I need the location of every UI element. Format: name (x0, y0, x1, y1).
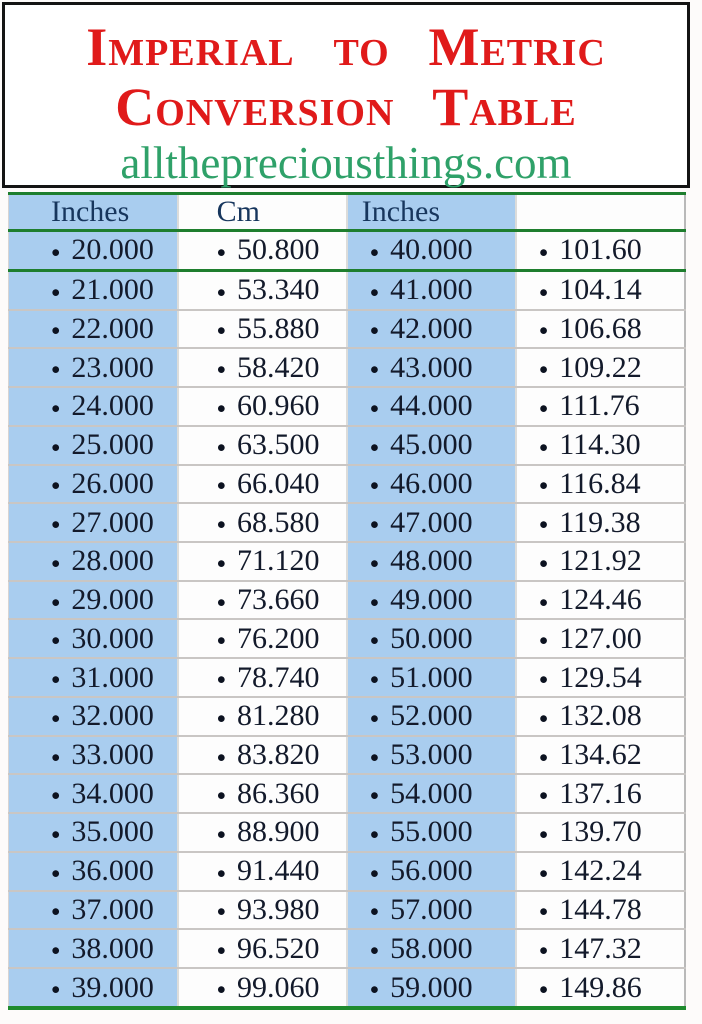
inches-right-cell (347, 348, 516, 387)
cell-value: 32.000 (71, 699, 154, 733)
inches-left-cell (9, 852, 178, 891)
bullet-icon: ● (51, 593, 61, 611)
cm-left-cell (178, 774, 347, 813)
bullet-icon: ● (51, 361, 61, 379)
bullet-icon: ● (369, 981, 380, 999)
cm-right-cell (516, 270, 685, 309)
inches-right-cell (347, 619, 516, 658)
cell-value: 30.000 (71, 621, 154, 655)
cm-right-cell (516, 387, 685, 426)
cell-value: 31.000 (71, 660, 154, 694)
page-title-line-1: Imperial to Metric (86, 17, 606, 77)
inches-right-cell (347, 465, 516, 504)
cell-value: 83.820 (237, 738, 320, 772)
cell-value: 58.420 (237, 350, 320, 384)
bullet-icon: ● (51, 671, 61, 689)
col-header-cm-left: Cm (178, 194, 347, 231)
cm-right-cell (516, 852, 685, 891)
bullet-icon: ● (538, 787, 549, 805)
cell-value: 91.440 (237, 854, 320, 888)
inches-right-cell (347, 658, 516, 697)
cm-right-cell (516, 774, 685, 813)
table-row (9, 697, 686, 736)
bullet-icon: ● (538, 399, 549, 417)
table-row (9, 813, 686, 852)
col-header-inches-right: Inches (347, 194, 516, 231)
cell-value: 109.22 (559, 350, 642, 384)
cell-value: 29.000 (71, 583, 154, 617)
inches-left-cell (9, 774, 178, 813)
bullet-icon: ● (369, 554, 380, 572)
bullet-icon: ● (51, 516, 61, 534)
cm-left-cell (178, 581, 347, 620)
cell-value: 73.660 (237, 583, 320, 617)
cm-right-cell (516, 891, 685, 930)
cell-value: 101.60 (559, 233, 642, 267)
table-row (9, 929, 686, 968)
cell-value: 21.000 (71, 273, 154, 307)
cm-left-cell (178, 231, 347, 271)
cell-value: 27.000 (71, 505, 154, 539)
inches-right-cell (347, 736, 516, 775)
bullet-icon: ● (369, 632, 380, 650)
cm-left-cell (178, 387, 347, 426)
inches-left-cell (9, 658, 178, 697)
cell-value: 34.000 (71, 776, 154, 810)
conversion-table (8, 192, 686, 1010)
col-header-inches-left: Inches (9, 194, 178, 231)
bullet-icon: ● (216, 942, 227, 960)
table-row (9, 891, 686, 930)
cm-right-cell (516, 542, 685, 581)
cell-value: 134.62 (559, 738, 642, 772)
inches-right-cell (347, 891, 516, 930)
inches-right-cell (347, 929, 516, 968)
bullet-icon: ● (216, 283, 227, 301)
inches-right-cell (347, 813, 516, 852)
table-row (9, 310, 686, 349)
inches-left-cell (9, 426, 178, 465)
bullet-icon: ● (538, 477, 549, 495)
cell-value: 24.000 (71, 389, 154, 423)
bullet-icon: ● (538, 903, 549, 921)
cell-value: 139.70 (559, 815, 642, 849)
bullet-icon: ● (538, 361, 549, 379)
bullet-icon: ● (216, 516, 227, 534)
cell-value: 49.000 (390, 583, 473, 617)
table-row (9, 231, 686, 271)
bullet-icon: ● (538, 632, 549, 650)
cell-value: 88.900 (237, 815, 320, 849)
bullet-icon: ● (51, 283, 61, 301)
cm-right-cell (516, 968, 685, 1008)
bullet-icon: ● (369, 903, 380, 921)
title-box (2, 2, 690, 188)
cell-value: 76.200 (237, 621, 320, 655)
bullet-icon: ● (216, 826, 227, 843)
bullet-icon: ● (51, 942, 61, 960)
table-body (9, 231, 686, 1009)
cm-right-cell (516, 813, 685, 852)
inches-left-cell (9, 270, 178, 309)
cell-value: 20.000 (71, 233, 154, 267)
cm-left-cell (178, 503, 347, 542)
cell-value: 147.32 (559, 931, 642, 965)
bullet-icon: ● (216, 477, 227, 495)
inches-right-cell (347, 387, 516, 426)
cell-value: 142.24 (559, 854, 642, 888)
table-row (9, 774, 686, 813)
bullet-icon: ● (51, 981, 61, 999)
cell-value: 96.520 (237, 931, 320, 965)
cm-right-cell (516, 736, 685, 775)
cell-value: 22.000 (71, 311, 154, 345)
cell-value: 26.000 (71, 466, 154, 500)
bullet-icon: ● (216, 322, 227, 340)
cell-value: 104.14 (559, 273, 642, 307)
cm-right-cell (516, 658, 685, 697)
bullet-icon: ● (216, 554, 227, 572)
bullet-icon: ● (369, 516, 380, 534)
bullet-icon: ● (369, 671, 380, 689)
cell-value: 127.00 (559, 621, 642, 655)
bullet-icon: ● (51, 399, 61, 417)
page-title-line-2: Conversion Table (115, 77, 577, 137)
cm-left-cell (178, 929, 347, 968)
inches-right-cell (347, 426, 516, 465)
bullet-icon: ● (51, 709, 61, 727)
table-row (9, 503, 686, 542)
bullet-icon: ● (51, 554, 61, 572)
inches-right-cell (347, 542, 516, 581)
cm-left-cell (178, 736, 347, 775)
cm-right-cell (516, 426, 685, 465)
bullet-icon: ● (369, 864, 380, 882)
cm-left-cell (178, 658, 347, 697)
cell-value: 46.000 (390, 466, 473, 500)
cell-value: 93.980 (237, 892, 320, 926)
bullet-icon: ● (369, 593, 380, 611)
cell-value: 33.000 (71, 738, 154, 772)
inches-right-cell (347, 310, 516, 349)
cell-value: 68.580 (237, 505, 320, 539)
cell-value: 78.740 (237, 660, 320, 694)
bullet-icon: ● (369, 942, 380, 960)
cell-value: 53.340 (237, 273, 320, 307)
bullet-icon: ● (51, 632, 61, 650)
bullet-icon: ● (538, 942, 549, 960)
cell-value: 121.92 (559, 544, 642, 578)
bullet-icon: ● (216, 632, 227, 650)
inches-left-cell (9, 619, 178, 658)
cell-value: 55.000 (390, 815, 473, 849)
table-row (9, 736, 686, 775)
cell-value: 124.46 (559, 583, 642, 617)
cell-value: 111.76 (559, 389, 640, 423)
cm-left-cell (178, 348, 347, 387)
cm-left-cell (178, 891, 347, 930)
cell-value: 58.000 (390, 931, 473, 965)
inches-left-cell (9, 310, 178, 349)
bullet-icon: ● (369, 361, 380, 379)
inches-right-cell (347, 231, 516, 271)
bullet-icon: ● (51, 438, 61, 456)
bullet-icon: ● (51, 243, 61, 261)
bullet-icon: ● (538, 826, 549, 843)
cm-right-cell (516, 465, 685, 504)
bullet-icon: ● (538, 864, 549, 882)
inches-right-cell (347, 774, 516, 813)
bullet-icon: ● (216, 787, 227, 805)
website-text: allthepreciousthings.com (120, 138, 572, 188)
table-row (9, 387, 686, 426)
table-row (9, 968, 686, 1008)
bullet-icon: ● (216, 709, 227, 727)
bullet-icon: ● (369, 748, 380, 766)
cm-right-cell (516, 310, 685, 349)
bullet-icon: ● (538, 593, 549, 611)
cell-value: 129.54 (559, 660, 642, 694)
bullet-icon: ● (369, 787, 380, 805)
cm-left-cell (178, 813, 347, 852)
cell-value: 41.000 (390, 273, 473, 307)
cell-value: 106.68 (559, 311, 642, 345)
bullet-icon: ● (538, 554, 549, 572)
table-row (9, 542, 686, 581)
inches-right-cell (347, 503, 516, 542)
cell-value: 53.000 (390, 738, 473, 772)
cell-value: 56.000 (390, 854, 473, 888)
cell-value: 59.000 (390, 970, 473, 1004)
cell-value: 40.000 (390, 233, 473, 267)
bullet-icon: ● (216, 243, 227, 261)
table-row (9, 658, 686, 697)
bullet-icon: ● (51, 903, 61, 921)
bullet-icon: ● (538, 243, 549, 261)
cm-right-cell (516, 231, 685, 271)
inches-left-cell (9, 929, 178, 968)
cell-value: 132.08 (559, 699, 642, 733)
cell-value: 43.000 (390, 350, 473, 384)
bullet-icon: ● (538, 322, 549, 340)
bullet-icon: ● (51, 787, 61, 805)
cm-left-cell (178, 542, 347, 581)
cm-right-cell (516, 697, 685, 736)
cell-value: 50.800 (237, 233, 320, 267)
bullet-icon: ● (51, 826, 61, 843)
inches-left-cell (9, 581, 178, 620)
inches-left-cell (9, 813, 178, 852)
bullet-icon: ● (538, 709, 549, 727)
cell-value: 149.86 (559, 970, 642, 1004)
bullet-icon: ● (216, 399, 227, 417)
table-header-row (9, 194, 686, 231)
cell-value: 47.000 (390, 505, 473, 539)
cell-value: 50.000 (390, 621, 473, 655)
inches-right-cell (347, 270, 516, 309)
cell-value: 23.000 (71, 350, 154, 384)
cell-value: 48.000 (390, 544, 473, 578)
bullet-icon: ● (216, 671, 227, 689)
cell-value: 63.500 (237, 428, 320, 462)
cell-value: 137.16 (559, 776, 642, 810)
inches-left-cell (9, 891, 178, 930)
cell-value: 38.000 (71, 931, 154, 965)
inches-left-cell (9, 736, 178, 775)
bullet-icon: ● (216, 593, 227, 611)
inches-left-cell (9, 348, 178, 387)
bullet-icon: ● (216, 981, 227, 999)
inches-left-cell (9, 387, 178, 426)
inches-left-cell (9, 503, 178, 542)
cell-value: 51.000 (390, 660, 473, 694)
cell-value: 144.78 (559, 892, 642, 926)
bullet-icon: ● (51, 864, 61, 882)
bullet-icon: ● (216, 438, 227, 456)
cm-left-cell (178, 465, 347, 504)
bullet-icon: ● (538, 438, 549, 456)
cell-value: 66.040 (237, 466, 320, 500)
cm-right-cell (516, 503, 685, 542)
bullet-icon: ● (216, 903, 227, 921)
cm-left-cell (178, 310, 347, 349)
bullet-icon: ● (369, 477, 380, 495)
bullet-icon: ● (369, 709, 380, 727)
bullet-icon: ● (369, 322, 380, 340)
cm-right-cell (516, 619, 685, 658)
cm-left-cell (178, 852, 347, 891)
inches-right-cell (347, 968, 516, 1008)
table-row (9, 465, 686, 504)
cm-left-cell (178, 270, 347, 309)
cell-value: 116.84 (559, 466, 641, 500)
cell-value: 71.120 (237, 544, 320, 578)
cell-value: 25.000 (71, 428, 154, 462)
cm-left-cell (178, 968, 347, 1008)
cm-left-cell (178, 697, 347, 736)
table-row (9, 581, 686, 620)
cell-value: 99.060 (237, 970, 320, 1004)
inches-left-cell (9, 465, 178, 504)
inches-right-cell (347, 581, 516, 620)
cell-value: 28.000 (71, 544, 154, 578)
bullet-icon: ● (51, 748, 61, 766)
bullet-icon: ● (538, 748, 549, 766)
col-header-cm-right (516, 194, 685, 231)
inches-left-cell (9, 231, 178, 271)
bullet-icon: ● (538, 283, 549, 301)
table-row (9, 348, 686, 387)
bullet-icon: ● (216, 361, 227, 379)
bullet-icon: ● (369, 438, 380, 456)
cell-value: 86.360 (237, 776, 320, 810)
bullet-icon: ● (216, 748, 227, 766)
cell-value: 44.000 (390, 389, 473, 423)
inches-right-cell (347, 697, 516, 736)
cell-value: 35.000 (71, 815, 154, 849)
table-row (9, 426, 686, 465)
inches-left-cell (9, 542, 178, 581)
bullet-icon: ● (538, 981, 549, 999)
bullet-icon: ● (369, 243, 380, 261)
cell-value: 60.960 (237, 389, 320, 423)
bullet-icon: ● (216, 864, 227, 882)
cell-value: 114.30 (559, 428, 641, 462)
inches-left-cell (9, 697, 178, 736)
cell-value: 55.880 (237, 311, 320, 345)
cell-value: 119.38 (559, 505, 641, 539)
cell-value: 45.000 (390, 428, 473, 462)
cm-left-cell (178, 619, 347, 658)
bullet-icon: ● (369, 283, 380, 301)
cm-right-cell (516, 929, 685, 968)
cell-value: 81.280 (237, 699, 320, 733)
bullet-icon: ● (51, 477, 61, 495)
cell-value: 52.000 (390, 699, 473, 733)
bullet-icon: ● (51, 322, 61, 340)
cm-left-cell (178, 426, 347, 465)
inches-left-cell (9, 968, 178, 1008)
cell-value: 57.000 (390, 892, 473, 926)
bullet-icon: ● (538, 516, 549, 534)
cell-value: 42.000 (390, 311, 473, 345)
cm-right-cell (516, 348, 685, 387)
cm-right-cell (516, 581, 685, 620)
bullet-icon: ● (369, 399, 380, 417)
cell-value: 54.000 (390, 776, 473, 810)
inches-right-cell (347, 852, 516, 891)
bullet-icon: ● (369, 826, 380, 843)
cell-value: 39.000 (71, 970, 154, 1004)
bullet-icon: ● (538, 671, 549, 689)
table-row (9, 852, 686, 891)
cell-value: 37.000 (71, 892, 154, 926)
table-row (9, 270, 686, 309)
cell-value: 36.000 (71, 854, 154, 888)
table-row (9, 619, 686, 658)
